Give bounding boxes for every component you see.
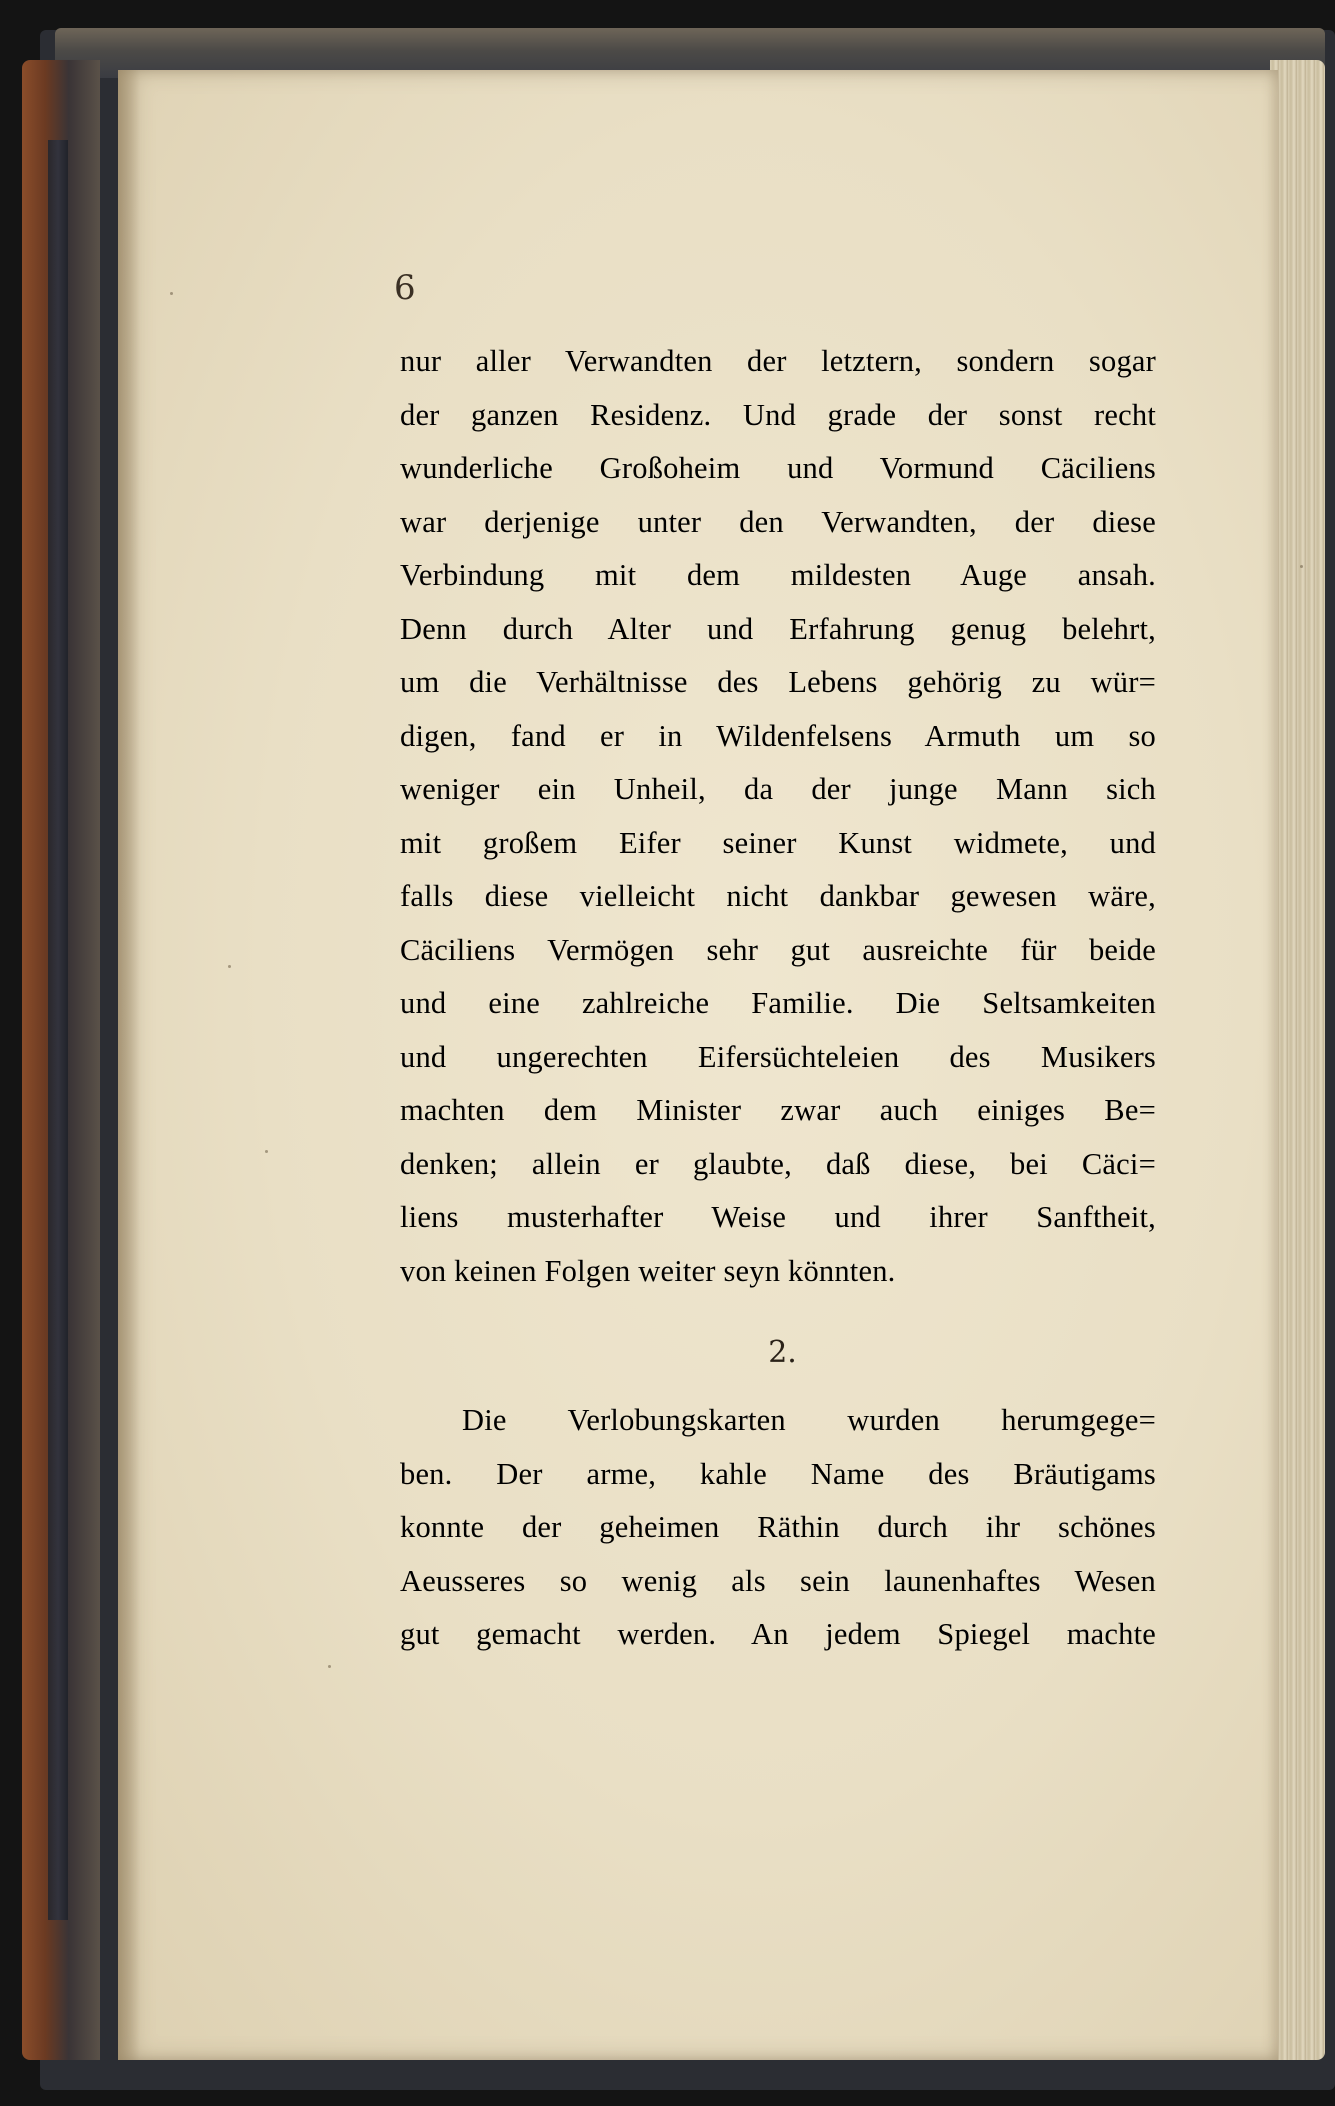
text-line: denken; allein er glaubte, daß diese, bei Cäci= <box>400 1146 1156 1181</box>
text-line: falls diese vielleicht nicht dankbar gewesen wäre, <box>400 879 1156 913</box>
text-line: nur aller Verwandten der letztern, sondern sogar <box>400 344 1156 378</box>
text-line: um die Verhältnisse des Lebens gehörig zu wür= <box>400 665 1156 699</box>
text-line: von keinen Folgen weiter seyn könnten. <box>400 1253 896 1288</box>
paragraph-continued <box>400 335 1156 1298</box>
text-line: konnte der geheimen Räthin durch ihr schönes <box>400 1510 1156 1544</box>
text-line: war derjenige unter den Verwandten, der diese <box>400 504 1156 539</box>
text-line: gut gemacht werden. An jedem Spiegel machte <box>400 1617 1156 1651</box>
text-line: der ganzen Residenz. Und grade der sonst recht <box>400 397 1156 432</box>
text-line: Denn durch Alter und Erfahrung genug belehrt, <box>400 611 1156 646</box>
text-line: Aeusseres so wenig als sein launenhaftes Wesen <box>400 1563 1156 1598</box>
section-number: 2. <box>768 1335 797 1370</box>
paper-speck <box>170 292 173 295</box>
paper-speck <box>228 965 231 968</box>
paragraph-section-2 <box>400 1394 1156 1662</box>
paper-speck <box>265 1150 268 1153</box>
text-line: wunderliche Großoheim und Vormund Cäciliens <box>400 451 1156 485</box>
text-line: Die Verlobungskarten wurden herumgege= <box>462 1403 1156 1437</box>
text-line: Cäciliens Vermögen sehr gut ausreichte für beide <box>400 932 1156 967</box>
paper-speck <box>1300 565 1303 568</box>
page-gutter-shadow <box>118 70 140 2060</box>
text-line: machten dem Minister zwar auch einiges Be= <box>400 1093 1156 1127</box>
text-line: Verbindung mit dem mildesten Auge ansah. <box>400 558 1156 592</box>
text-line: und ungerechten Eifersüchteleien des Musikers <box>400 1039 1156 1074</box>
text-line: digen, fand er in Wildenfelsens Armuth um so <box>400 718 1156 753</box>
binding-spine-stripe <box>48 140 68 1920</box>
text-line: und eine zahlreiche Familie. Die Seltsamkeiten <box>400 986 1156 1020</box>
text-line: weniger ein Unheil, da der junge Mann sich <box>400 772 1156 806</box>
text-line: liens musterhafter Weise und ihrer Sanftheit, <box>400 1200 1156 1234</box>
paper-speck <box>328 1665 331 1668</box>
page-edge-stack <box>1270 60 1325 2060</box>
text-line: mit großem Eifer seiner Kunst widmete, und <box>400 825 1156 860</box>
text-line: ben. Der arme, kahle Name des Bräutigams <box>400 1456 1156 1491</box>
page-number: 6 <box>394 268 416 308</box>
